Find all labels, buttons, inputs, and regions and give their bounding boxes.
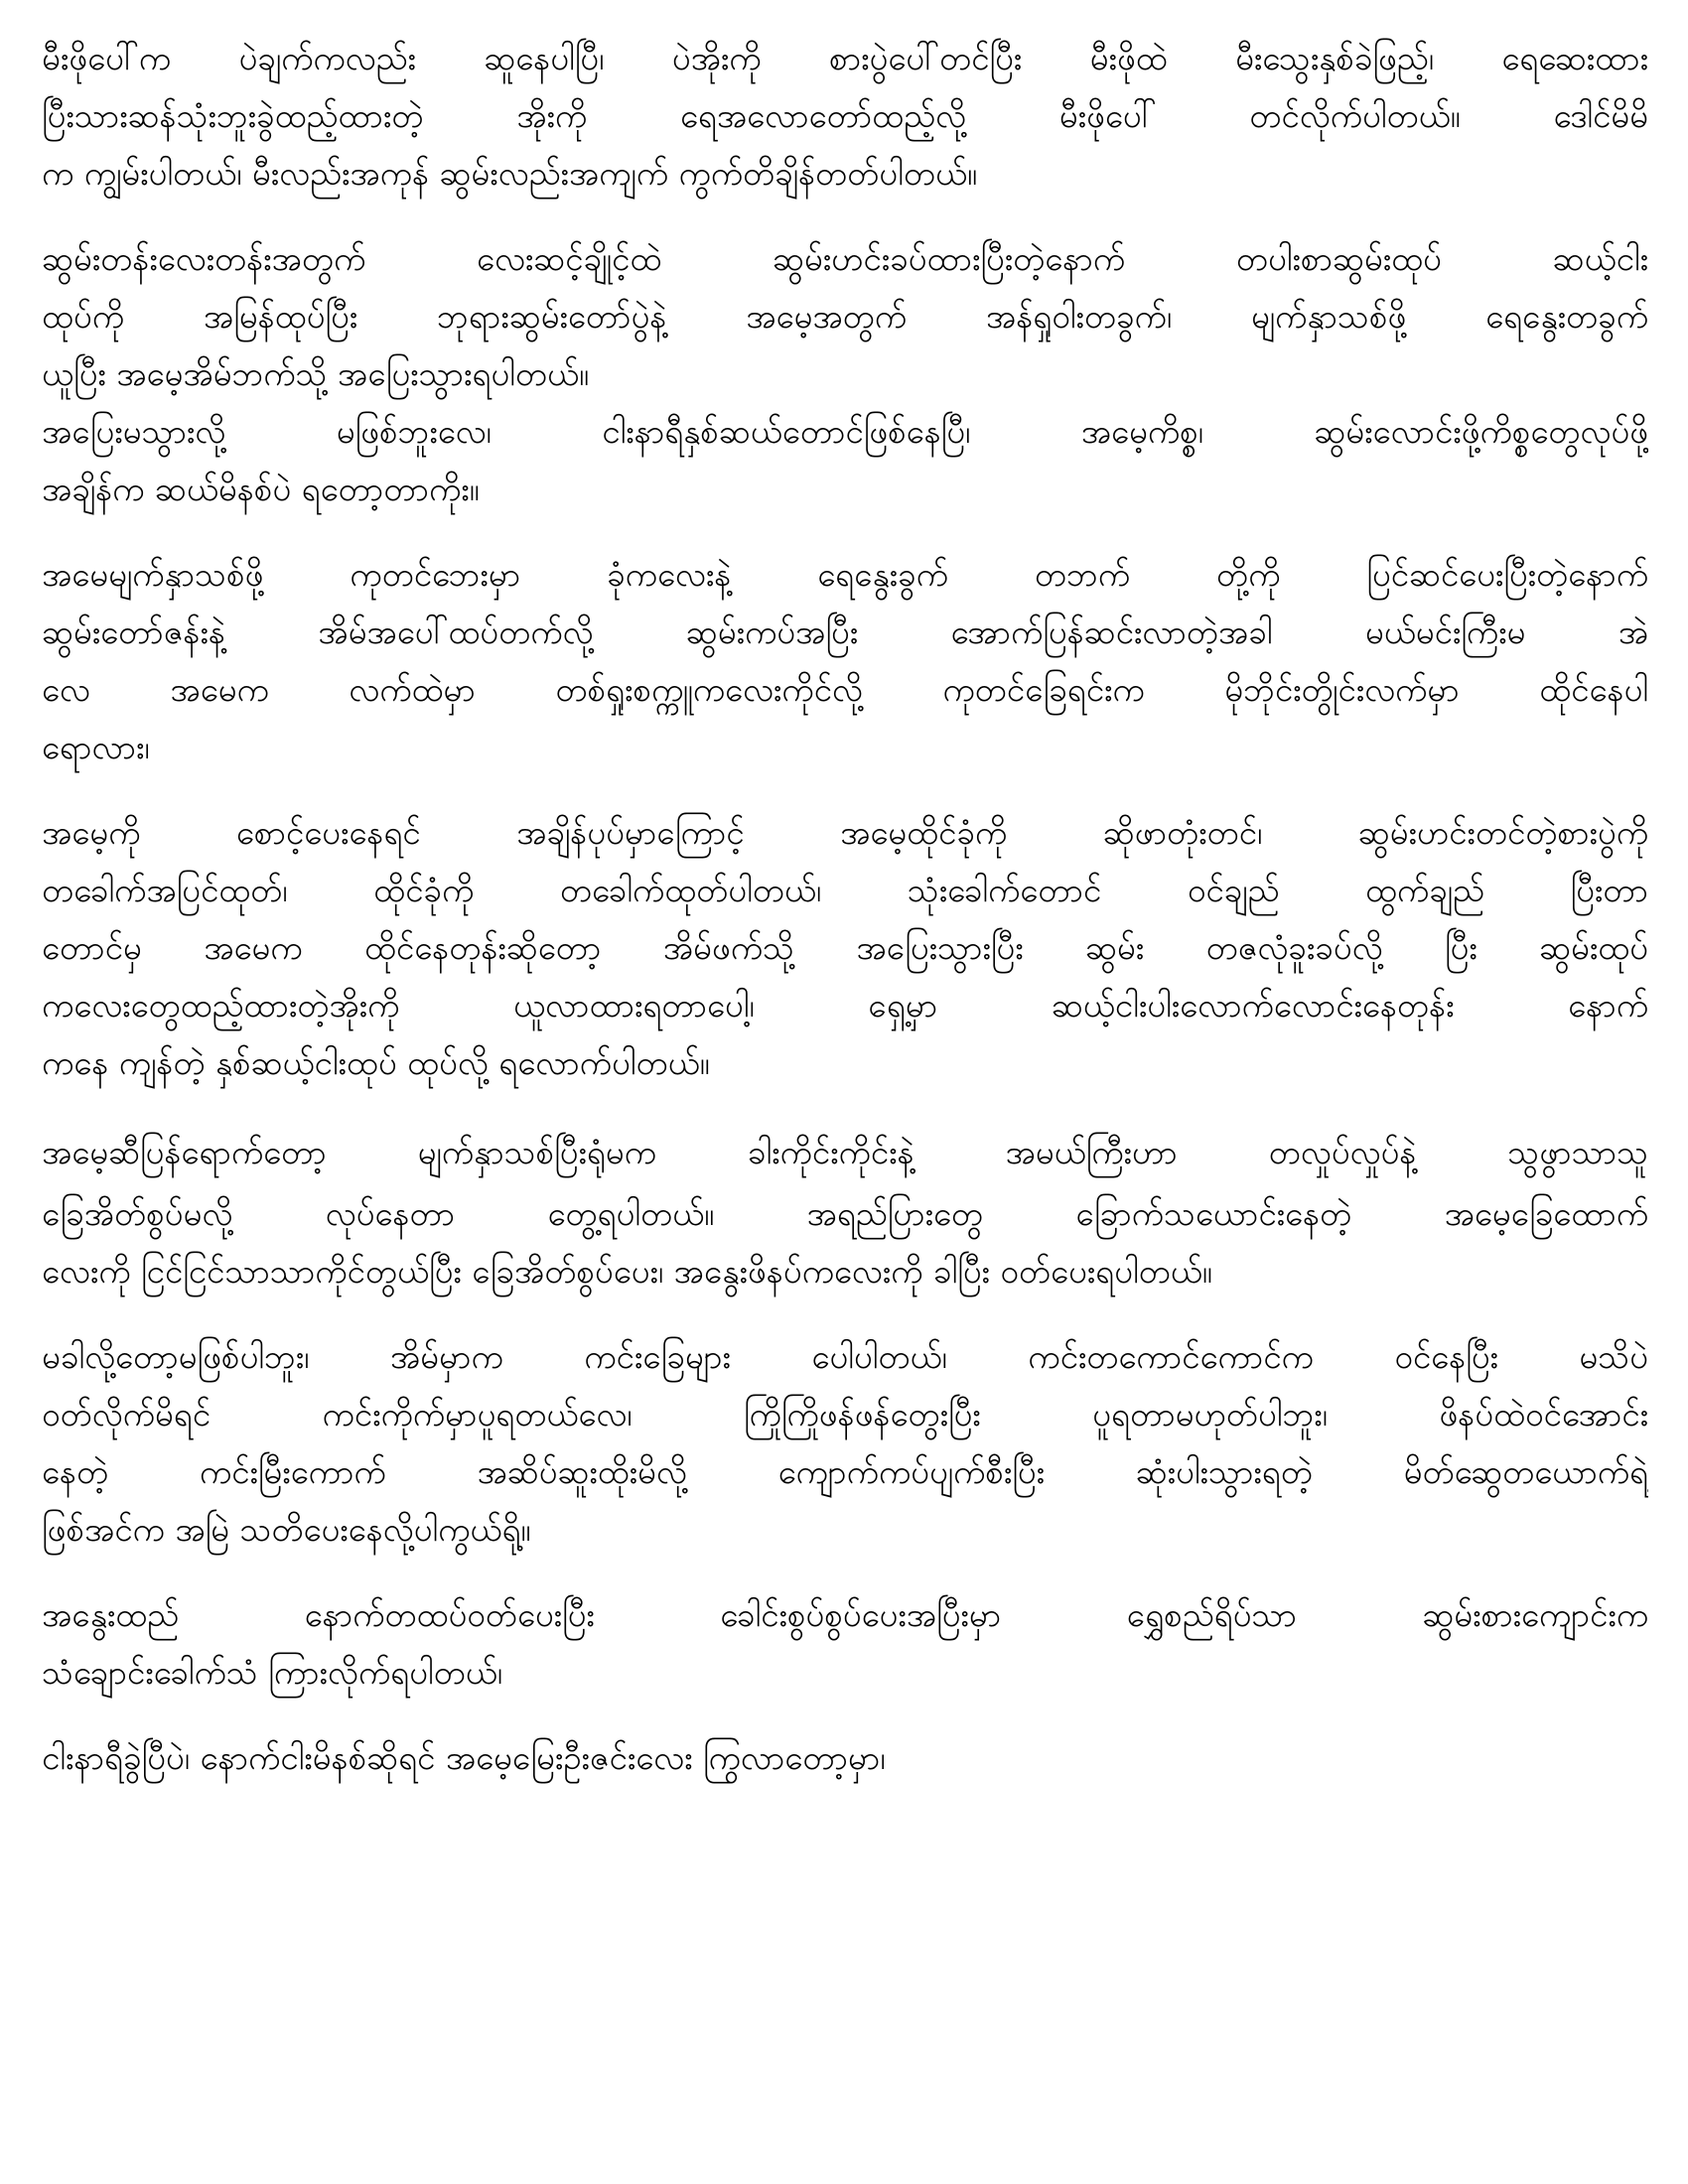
paragraph-7 [42, 1328, 1648, 1559]
text-line: ဖြစ်အင်က အမြဲ သတိပေးနေလို့ပါကွယ်ရို့။ [42, 1510, 531, 1549]
text-line: အမေ့ကို စောင့်ပေးနေရင် အချိန်ပုပ်မှာကြောင့် အမေ့ထိုင်ခုံကို ဆိုဖာတုံးတင်၊ ဆွမ်းဟင်းတင်တဲ့စားပွဲကို [42, 813, 1648, 852]
paragraph-1 [42, 30, 1648, 203]
text-line: ထုပ်ကို အမြန်ထုပ်ပြီး ဘုရားဆွမ်းတော်ပွဲနဲ့ အမေ့အတွက် အန်ရှုဝါးတခွက်၊ မျက်နှာသစ်ဖို့ ရေနွေးတခွက် [42, 297, 1648, 336]
text-line: ယူပြီး အမေ့အိမ်ဘက်သို့ အပြေးသွားရပါတယ်။ [42, 354, 590, 393]
text-line: ကလေးတွေထည့်ထားတဲ့အိုးကို ယူလာထားရတာပေါ့၊ ရှေ့မှာ ဆယ့်ငါးပါးလောက်လောင်းနေတုန်း နောက် [42, 986, 1648, 1024]
paragraph-8 [42, 1586, 1648, 1702]
text-line: အမေမျက်နှာသစ်ဖို့ ကုတင်ဘေးမှာ ခုံကလေးနဲ့ ရေနွေးခွက် တဘက် တို့ကို ပြင်ဆင်ပေးပြီးတဲ့နောက် [42, 555, 1648, 594]
text-line: ပြီးသားဆန်သုံးဘူးခွဲထည့်ထားတဲ့ အိုးကို ရေအလောတော်ထည့်လို့ မီးဖိုပေါ် တင်လိုက်ပါတယ်။ ဒေါင်မိမိ [42, 96, 1648, 135]
text-line: ရောလား၊ [42, 728, 150, 766]
text-line: လေးကို ငြင်ငြင်သာသာကိုင်တွယ်ပြီး ခြေအိတ်စွပ်ပေး၊ အနွေးဖိနပ်ကလေးကို ခါပြီး ဝတ်ပေးရပါတယ်။ [42, 1252, 1212, 1291]
text-line: လေ အမေက လက်ထဲမှာ တစ်ရှုးစက္ကူကလေးကိုင်လို့ ကုတင်ခြေရင်းက မိုဘိုင်းတွိုင်းလက်မှာ ထိုင်နေပါ [42, 670, 1648, 709]
paragraph-5 [42, 804, 1648, 1092]
text-line: တောင်မှ အမေက ထိုင်နေတုန်းဆိုတော့ အိမ်ဖက်သို့ အပြေးသွားပြီး ဆွမ်း တဇလုံခူးခပ်လို့ ပြီး ဆွမ်းထုပ် [42, 928, 1648, 967]
text-line: အချိန်က ဆယ်မိနစ်ပဲ ရတော့တာကိုး။ [42, 470, 480, 508]
text-line: မီးဖိုပေါ်က ပဲချက်ကလည်း ဆူနေပါပြီ၊ ပဲအိုးကို စားပွဲပေါ်တင်ပြီး မီးဖိုထဲ မီးသွေးနှစ်ခဲဖြည့်၊ ရေဆေးထား [42, 39, 1648, 77]
text-line: ဆွမ်းတန်းလေးတန်းအတွက် လေးဆင့်ချိုင့်ထဲ ဆွမ်းဟင်းခပ်ထားပြီးတဲ့နောက် တပါးစာဆွမ်းထုပ် ဆယ့်ငါး [42, 239, 1648, 278]
paragraph-9 [42, 1729, 1648, 1787]
text-line: မခါလို့တော့မဖြစ်ပါဘူး၊ အိမ်မှာက ကင်းခြေများ ပေါပါတယ်၊ ကင်းတကောင်ကောင်က ဝင်နေပြီး မသိပဲ [42, 1337, 1648, 1376]
text-line: အပြေးမသွားလို့ မဖြစ်ဘူးလေ၊ ငါးနာရီနှစ်ဆယ်တောင်ဖြစ်နေပြီ၊ အမေ့ကိစ္စ၊ ဆွမ်းလောင်းဖို့ကိစ္စတွေလုပ်ဖို့ [42, 412, 1648, 451]
text-line: ဆွမ်းတော်ဇန်းနဲ့ အိမ်အပေါ်ထပ်တက်လို့ ဆွမ်းကပ်အပြီး အောက်ပြန်ဆင်းလာတဲ့အခါ မယ်မင်းကြီးမ အဲ [42, 613, 1648, 651]
text-line: ငါးနာရီခွဲပြီပဲ၊ နောက်ငါးမိနစ်ဆိုရင် အမေ့မြေးဦးဇင်းလေး ကြွလာတော့မှာ၊ [42, 1738, 886, 1777]
paragraph-4 [42, 546, 1648, 776]
text-line: တခေါက်အပြင်ထုတ်၊ ထိုင်ခုံကို တခေါက်ထုတ်ပါတယ်၊ သုံးခေါက်တောင် ဝင်ချည် ထွက်ချည် ပြီးတာ [42, 871, 1648, 909]
paragraph-2 [42, 230, 1648, 403]
text-line: နေတဲ့ ကင်းမြီးကောက် အဆိပ်ဆူးထိုးမိလို့ ကျောက်ကပ်ပျက်စီးပြီး ဆုံးပါးသွားရတဲ့ မိတ်ဆွေတယောက်ရဲ့ [42, 1452, 1648, 1491]
text-line: ကနေ ကျန်တဲ့ နှစ်ဆယ့်ငါးထုပ် ထုပ်လို့ ရလောက်ပါတယ်။ [42, 1043, 710, 1082]
paragraph-3 [42, 403, 1648, 518]
text-line: အမေ့ဆီပြန်ရောက်တော့ မျက်နှာသစ်ပြီးရုံမက ခါးကိုင်းကိုင်းနဲ့ အမယ်ကြီးဟာ တလှုပ်လှုပ်နဲ့ သွဖွာသာသူ [42, 1133, 1648, 1171]
text-line: သံချောင်းခေါက်သံ ကြားလိုက်ရပါတယ်၊ [42, 1653, 503, 1692]
text-line: ခြေအိတ်စွပ်မလို့ လုပ်နေတာ တွေ့ရပါတယ်။ အရည်ပြားတွေ ခြောက်သယောင်းနေတဲ့ အမေ့ခြေထောက် [42, 1194, 1648, 1233]
text-line: အနွေးထည် နောက်တထပ်ဝတ်ပေးပြီး ခေါင်းစွပ်စွပ်ပေးအပြီးမှာ ရွှေစည်ရိပ်သာ ဆွမ်းစားကျောင်းက [42, 1595, 1648, 1634]
text-line: က ကျွမ်းပါတယ်၊ မီးလည်းအကုန် ဆွမ်းလည်းအကျက် ကွက်တိချိန်တတ်ပါတယ်။ [42, 154, 977, 193]
text-line: ဝတ်လိုက်မိရင် ကင်းကိုက်မှာပူရတယ်လေ၊ ကြိုကြိုဖန်ဖန်တွေးပြီး ပူရတာမဟုတ်ပါဘူး၊ ဖိနပ်ထဲဝင်အောင်း [42, 1395, 1648, 1433]
paragraph-6 [42, 1120, 1648, 1300]
